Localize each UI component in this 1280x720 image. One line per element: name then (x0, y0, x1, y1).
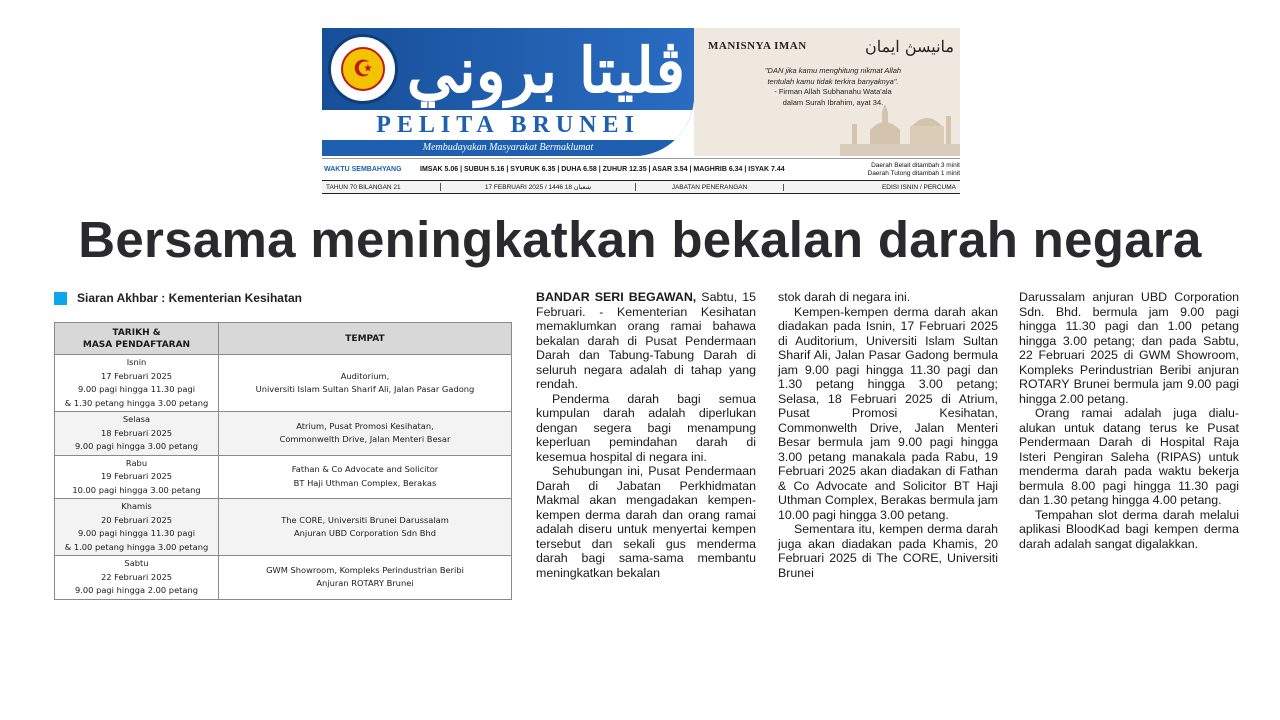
article-paragraph-continued: Darussalam anjuran UBD Corporation Sdn. Bhd. bermula jam 9.00 pagi hingga 11.30 pagi dan 1.00 petang hingga 3.00 petang; dan pada Sabtu, 22 Februari 2025 di GWM Showroom, Kompleks Perindustrian Beribi anjuran ROTARY Brunei bermula jam 9.00 pagi hingga 2.00 petang. (1019, 290, 1239, 406)
article-headline: Bersama meningkatkan bekalan darah negara (78, 211, 1202, 268)
prayer-times-note (848, 162, 960, 178)
row-venue-line: BT Haji Uthman Complex, Berakas (293, 477, 437, 488)
row-date-time (55, 499, 219, 556)
header-date-line1: TARIKH & (112, 327, 161, 338)
row-date: 17 Februari 2025 (100, 370, 173, 381)
quote-attribution: dalam Surah Ibrahim, ayat 34. (782, 97, 884, 107)
latin-masthead-title: PELITA BRUNEI (322, 110, 694, 140)
manisnya-iman-latin: MANISNYA IMAN (708, 40, 807, 52)
jawi-masthead-title: ڤليتا بروني (406, 34, 686, 107)
row-venue-line: Universiti Islam Sultan Sharif Ali, Jalan Pasar Gadong (255, 384, 475, 394)
article-paragraph: Penderma darah bagi semua kumpulan darah adalah diperlukan dengan segera bagi menampung keperluan pemindahan darah di kesemua hospital di negara ini. (536, 391, 756, 464)
table-row (55, 455, 512, 499)
row-time: & 1.30 petang hingga 3.00 petang (64, 397, 209, 408)
row-venue (219, 412, 512, 456)
row-time: 9.00 pagi hingga 2.00 petang (74, 585, 199, 595)
article-paragraph: Sehubungan ini, Pusat Pendermaan Darah di Jabatan Perkhidmatan Makmal akan mengadakan kempen-kempen derma darah dan orang ramai adalah diseru untuk menyertai kempen tersebut dan sekali gus menderma darah bagi sama-sama membantu meningkatkan bekalan (536, 464, 756, 580)
table-row (55, 355, 512, 412)
row-date-time (55, 455, 219, 499)
masthead-title-block (322, 28, 694, 156)
manisnya-iman-jawi: مانيسڽ ايمان (864, 36, 954, 56)
table-row (55, 556, 512, 600)
row-day: Selasa (122, 414, 151, 424)
issue-volume: TAHUN 70 BILANGAN 21 (326, 183, 401, 191)
row-venue-line: Anjuran UBD Corporation Sdn Bhd (294, 528, 436, 538)
donation-schedule-table (54, 322, 512, 600)
masthead-banner (322, 28, 960, 156)
table-row (55, 499, 512, 556)
prayer-times-values: IMSAK 5.06 | SUBUH 5.16 | SYURUK 6.35 | DUHA 6.58 | ZUHUR 12.35 | ASAR 3.54 | MAGHRIB 6.34 | ISYAK 7.44 (420, 166, 785, 173)
article-source (54, 290, 302, 306)
row-date: 18 Februari 2025 (100, 427, 173, 438)
article-column-3 (1019, 290, 1239, 551)
row-venue (219, 455, 512, 499)
row-date-time (55, 355, 219, 412)
row-day: Isnin (126, 357, 147, 367)
article-column-2 (778, 290, 998, 580)
row-date-time (55, 556, 219, 600)
row-day: Sabtu (124, 558, 149, 568)
quote-attribution: - Firman Allah Subhanahu Wata'ala (774, 87, 892, 96)
row-venue-line: Auditorium, (340, 370, 390, 381)
paragraph-text: Sabtu, 15 Februari. - Kementerian Kesihatan memaklumkan orang ramai bahawa bekalan darah di Pusat Pendermaan Darah dan Tabung-Tabung Darah di seluruh negara adalah di tahap yang rendah. (536, 290, 756, 391)
header-date-line2: MASA PENDAFTARAN (82, 339, 191, 350)
table-row (55, 412, 512, 456)
issue-publisher: JABATAN PENERANGAN (636, 184, 784, 191)
issue-edition: EDISI ISNIN / PERCUMA (881, 183, 956, 191)
row-time: 9.00 pagi hingga 3.00 petang (74, 441, 199, 451)
row-date-time (55, 412, 219, 456)
row-time: & 1.00 petang hingga 3.00 petang (64, 541, 209, 552)
row-day: Rabu (125, 457, 148, 468)
row-date: 19 Februari 2025 (100, 471, 173, 481)
row-venue-line: Atrium, Pusat Promosi Kesihatan, (296, 420, 434, 431)
brunei-seal-icon (328, 34, 398, 104)
row-venue (219, 355, 512, 412)
issue-date: 17 FEBRUARI 2025 / 1446 شعبان 18 (440, 183, 636, 191)
header-date-time (55, 323, 219, 355)
row-venue-line: GWM Showroom, Kompleks Perindustrian Beribi (266, 564, 464, 575)
prayer-times-label: WAKTU SEMBAHYANG (324, 166, 402, 173)
table-header-row (55, 323, 512, 355)
quote-line: "DAN jika kamu menghitung nikmat Allah (764, 66, 902, 75)
row-time: 9.00 pagi hingga 11.30 pagi (77, 528, 196, 538)
manisnya-iman-panel (694, 28, 960, 156)
quote-line: tentulah kamu tidak terkira banyaknya". (767, 76, 899, 86)
prayer-note-tutong: Daerah Tutong ditambah 1 minit (867, 169, 960, 177)
row-time: 9.00 pagi hingga 11.30 pagi (77, 384, 196, 394)
article-paragraph: Orang ramai adalah juga dialu-alukan untuk datang terus ke Pusat Pendermaan Darah di Hospital Raja Isteri Pengiran Saleha (RIPAS) untuk menderma darah pada waktu bekerja bermula 8.00 pagi hingga 11.30 pagi dan 1.30 petang hingga 4.00 petang. (1019, 406, 1239, 507)
crest-icon: ☪ (341, 47, 385, 91)
article-paragraph-continued: stok darah di negara ini. (778, 290, 911, 304)
article-paragraph: Tempahan slot derma darah melalui aplikasi BloodKad bagi kempen derma darah adalah sangat digalakkan. (1019, 507, 1239, 551)
row-venue-line: Anjuran ROTARY Brunei (316, 578, 414, 589)
article-paragraph (536, 290, 756, 392)
row-venue-line: The CORE, Universiti Brunei Darussalam (281, 514, 449, 525)
article-dateline: BANDAR SERI BEGAWAN, (536, 290, 697, 304)
row-venue-line: Fathan & Co Advocate and Solicitor (291, 464, 439, 475)
row-venue-line: Commonwelth Drive, Jalan Menteri Besar (279, 434, 451, 445)
header-venue: TEMPAT (219, 323, 512, 355)
article-paragraph: Kempen-kempen derma darah akan diadakan pada Isnin, 17 Februari 2025 di Auditorium, Universiti Islam Sultan Sharif Ali, Jalan Pasar Gadong bermula jam 9.00 pagi hingga 11.30 pagi dan 1.30 petang hingga 3.00 petang; Selasa, 18 Februari 2025 di Atrium, Pusat Promosi Kesihatan, Commonwelth Drive, Jalan Menteri Besar bermula jam 9.00 pagi hingga 3.00 petang manakala pada Rabu, 19 Februari 2025 akan diadakan di Fathan & Co Advocate and Solicitor BT Haji Uthman Complex, Berakas bermula jam 10.00 pagi hingga 3.00 petang. (778, 304, 998, 522)
row-date: 22 Februari 2025 (100, 571, 173, 582)
newspaper-masthead (322, 28, 960, 194)
row-venue (219, 499, 512, 556)
source-marker-icon (54, 292, 67, 305)
prayer-note-belait: Daerah Belait ditambah 3 minit (871, 161, 960, 169)
issue-info-bar (322, 180, 960, 194)
manisnya-iman-heading (708, 36, 954, 56)
row-date: 20 Februari 2025 (100, 514, 173, 525)
article-column-1 (536, 290, 756, 580)
mosque-illustration-icon (840, 96, 960, 156)
article-paragraph: Sementara itu, kempen derma darah juga akan diadakan pada Khamis, 20 Februari 2025 di The CORE, Universiti Brunei (778, 522, 998, 580)
row-venue (219, 556, 512, 600)
row-time: 10.00 pagi hingga 3.00 petang (72, 484, 201, 495)
row-day: Khamis (121, 501, 152, 511)
source-label: Siaran Akhbar : Kementerian Kesihatan (77, 291, 302, 305)
prayer-times-bar (322, 158, 960, 180)
masthead-motto: Membudayakan Masyarakat Bermaklumat (322, 140, 694, 156)
